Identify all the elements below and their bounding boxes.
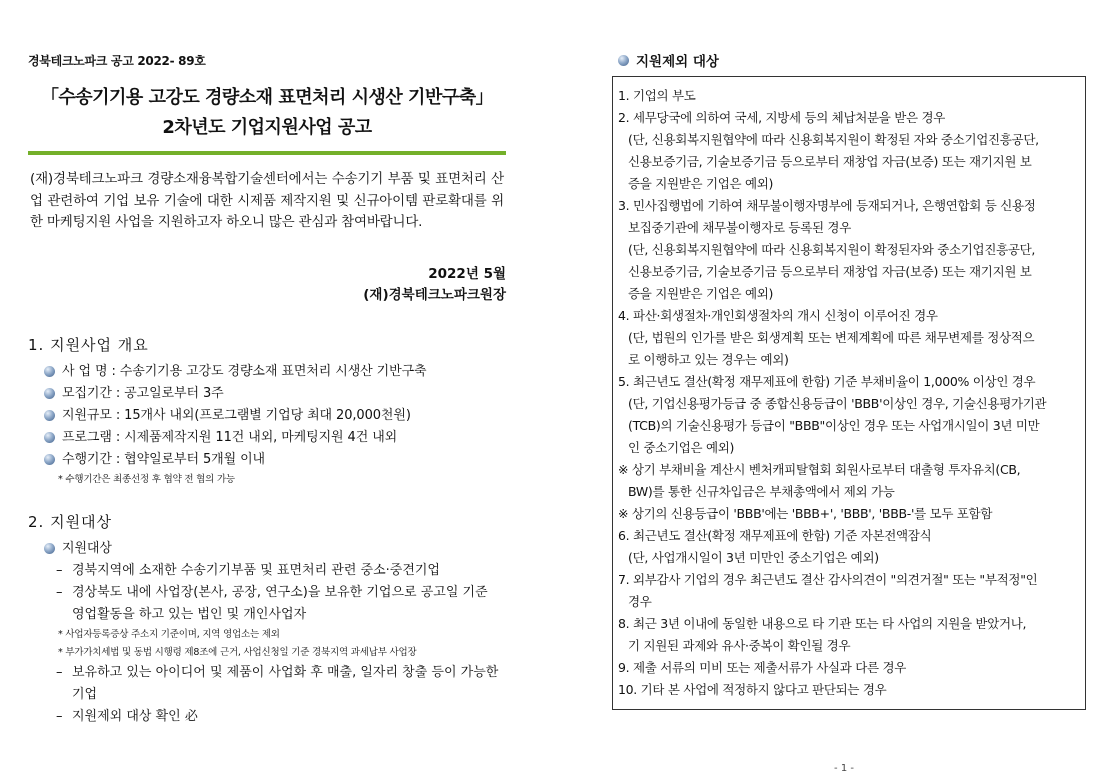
issuer: (재)경북테크노파크원장 <box>363 286 506 303</box>
exclusion-line: 기 지원된 과제와 유사·중복이 확인될 경우 <box>628 638 851 653</box>
eligibility-note: * 사업자등록증상 주소지 기준이며, 지역 영업소는 제외 <box>58 628 280 640</box>
eligibility-item <box>28 662 506 706</box>
overview-item-text: 프로그램 : 시제품제작지원 11건 내외, 마케팅지원 4건 내외 <box>62 429 398 445</box>
title-line-2: 2차년도 기업지원사업 공고 <box>162 117 372 138</box>
exclusion-line: 6. 최근년도 결산(확정 재무제표에 한함) 기준 자본전액잠식 <box>618 528 932 543</box>
exclusion-line: 인 중소기업은 예외) <box>628 440 735 455</box>
exclusion-line: 경우 <box>628 594 652 609</box>
title-line-1: 「수송기기용 고강도 경량소재 표면처리 시생산 기반구축」 <box>40 87 494 108</box>
overview-item-text: 수행기간 : 협약일로부터 5개월 이내 <box>62 451 265 467</box>
overview-item-text: 사 업 명 : 수송기기용 고강도 경량소재 표면처리 시생산 기반구축 <box>62 363 427 379</box>
exclusion-line: 7. 외부감사 기업의 경우 최근년도 결산 감사의견이 "의견거절" 또는 "부적정"인 <box>618 572 1038 587</box>
page-title <box>28 83 506 143</box>
overview-item <box>28 427 506 449</box>
overview-item <box>28 405 506 427</box>
eligibility-note: * 부가가치세법 및 동법 시행령 제8조에 근거, 사업신청일 기준 경북지역 과세납부 사업장 <box>58 646 417 658</box>
exclusion-line: 증을 지원받은 기업은 예외) <box>628 176 774 191</box>
exclusion-line: (단, 법원의 인가를 받은 회생계획 또는 변제계획에 따른 채무변제를 정상적으 <box>628 330 1035 345</box>
eligibility-item-text: 지원제외 대상 확인 必 <box>72 708 198 724</box>
overview-item <box>28 383 506 405</box>
exclusion-line: 보집중기관에 채무불이행자로 등록된 경우 <box>628 220 851 235</box>
dash-marker: – <box>56 584 63 600</box>
bullet-icon <box>44 410 55 421</box>
overview-item <box>28 361 506 383</box>
bullet-icon <box>44 388 55 399</box>
eligibility-item-text: 경북지역에 소재한 수송기기부품 및 표면처리 관련 중소·중견기업 <box>72 562 440 578</box>
eligibility-subheading-text: 지원대상 <box>62 540 112 556</box>
exclusion-heading-text: 지원제외 대상 <box>636 54 719 70</box>
exclusion-line: (TCB)의 기술신용평가 등급이 "BBB"이상인 경우 또는 사업개시일이 3년 미만 <box>628 418 1040 433</box>
overview-item-text: 모집기간 : 공고일로부터 3주 <box>62 385 224 401</box>
exclusion-box <box>612 76 1086 710</box>
notice-number: 경북테크노파크 공고 2022- 89호 <box>28 54 206 68</box>
eligibility-item <box>28 560 506 582</box>
overview-item-text: 지원규모 : 15개사 내외(프로그램별 기업당 최대 20,000천원) <box>62 407 411 423</box>
exclusion-line: 9. 제출 서류의 미비 또는 제출서류가 사실과 다른 경우 <box>618 660 906 675</box>
exclusion-heading <box>618 50 719 70</box>
bullet-icon <box>44 543 55 554</box>
eligibility-item <box>28 582 506 626</box>
exclusion-line: 5. 최근년도 결산(확정 재무제표에 한함) 기준 부채비율이 1,000% 이상인 경우 <box>618 374 1036 389</box>
eligibility-subheading <box>28 538 506 560</box>
title-underline <box>28 151 506 155</box>
exclusion-line: 8. 최근 3년 이내에 동일한 내용으로 타 기관 또는 타 사업의 지원을 받았거나, <box>618 616 1027 631</box>
eligibility-item-text: 경상북도 내에 사업장(본사, 공장, 연구소)을 보유한 기업으로 공고일 기준 영업활동을 하고 있는 법인 및 개인사업자 <box>72 584 488 622</box>
eligibility-item <box>28 706 506 728</box>
exclusion-line: 1. 기업의 부도 <box>618 88 696 103</box>
exclusion-line: 10. 기타 본 사업에 적정하지 않다고 판단되는 경우 <box>618 682 887 697</box>
intro-paragraph: (재)경북테크노파크 경량소재융복합기술센터에서는 수송기기 부품 및 표면처리 산업 관련하여 기업 보유 기술에 대한 시제품 제작지원 및 신규아이템 판로확대를 위한 마케팅지원 사업을 지원하고자 하오니 많은 관심과 참여바랍니다. <box>30 171 504 230</box>
exclusion-line: 2. 세무당국에 의하여 국세, 지방세 등의 체납처분을 받은 경우 <box>618 110 945 125</box>
exclusion-line: (단, 사업개시일이 3년 미만인 중소기업은 예외) <box>628 550 879 565</box>
overview-note: * 수행기간은 최종선정 후 협약 전 협의 가능 <box>58 473 235 485</box>
exclusion-line: ※ 상기 부채비율 계산시 벤처캐피탈협회 회원사로부터 대출형 투자유치(CB, <box>618 462 1021 477</box>
exclusion-line: 4. 파산·회생절차·개인회생절차의 개시 신청이 이루어진 경우 <box>618 308 938 323</box>
exclusion-line: (단, 신용회복지원협약에 따라 신용회복지원이 확정된자와 중소기업진흥공단, <box>628 242 1036 257</box>
exclusion-line: 3. 민사집행법에 기하여 채무불이행자명부에 등재되거나, 은행연합회 등 신용정 <box>618 198 1036 213</box>
notice-date: 2022년 5월 <box>428 265 506 282</box>
exclusion-line: BW)를 통한 신규차입금은 부채총액에서 제외 가능 <box>628 484 895 499</box>
section-1-heading: 1. 지원사업 개요 <box>28 335 149 354</box>
bullet-icon <box>44 454 55 465</box>
bullet-icon <box>618 55 629 66</box>
exclusion-line: (단, 기업신용평가등급 중 종합신용등급이 'BBB'이상인 경우, 기술신용평가기관 <box>628 396 1047 411</box>
exclusion-line: 로 이행하고 있는 경우는 예외) <box>628 352 789 367</box>
dash-marker: – <box>56 664 63 680</box>
exclusion-line: (단, 신용회복지원협약에 따라 신용회복지원이 확정된 자와 중소기업진흥공단, <box>628 132 1039 147</box>
exclusion-line: ※ 상기의 신용등급이 'BBB'에는 'BBB+', 'BBB', 'BBB-'를 모두 포함함 <box>618 506 993 521</box>
section-2-heading: 2. 지원대상 <box>28 512 113 531</box>
bullet-icon <box>44 432 55 443</box>
exclusion-line: 증을 지원받은 기업은 예외) <box>628 286 774 301</box>
bullet-icon <box>44 366 55 377</box>
exclusion-line: 신용보증기금, 기술보증기금 등으로부터 재창업 자금(보증) 또는 재기지원 보 <box>628 154 1032 169</box>
overview-item <box>28 449 506 471</box>
dash-marker: – <box>56 708 63 724</box>
dash-marker: – <box>56 562 63 578</box>
left-column <box>28 52 506 728</box>
eligibility-item-text: 보유하고 있는 아이디어 및 제품이 사업화 후 매출, 일자리 창출 등이 가능한 기업 <box>72 664 499 702</box>
page-number: - 1 - <box>834 763 854 774</box>
exclusion-line: 신용보증기금, 기술보증기금 등으로부터 재창업 자금(보증) 또는 재기지원 보 <box>628 264 1032 279</box>
